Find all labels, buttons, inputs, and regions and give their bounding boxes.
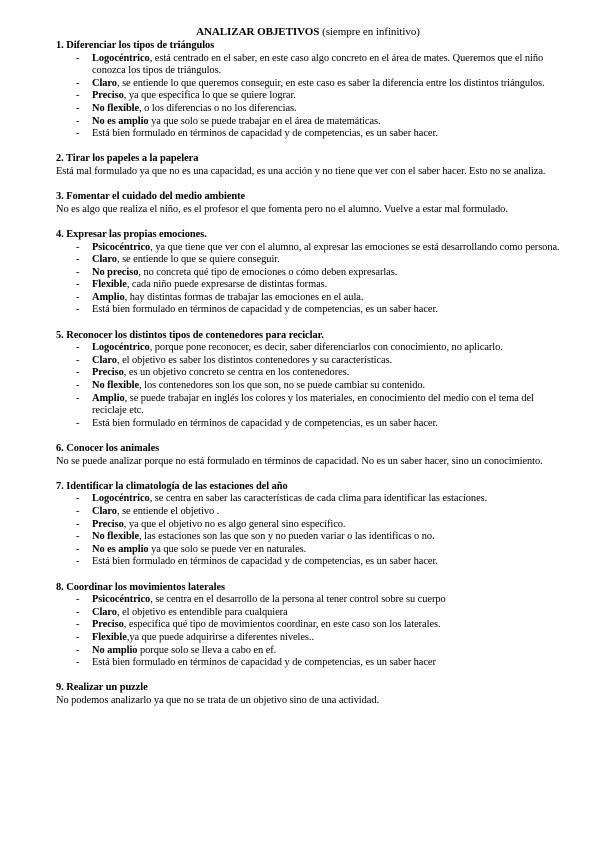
item-text: , ya que el objetivo no es algo general sino específico.	[123, 518, 346, 530]
title-main: ANALIZAR OBJETIVOS	[196, 26, 320, 38]
item-text: Está bien formulado en términos de capacidad y de competencias, es un saber hacer.	[92, 417, 438, 429]
list-item	[56, 116, 560, 129]
item-text: ,ya que puede adquirirse a diferentes niveles..	[126, 631, 315, 643]
bullet-dash: -	[76, 493, 80, 505]
item-keyword: Claro	[92, 254, 117, 266]
item-text: , ya que especifica lo que se quiere lograr.	[123, 90, 296, 102]
section-9	[56, 682, 560, 707]
item-text: , ya que tiene que ver con el alumno, al expresar las emociones se está desarrollando como persona.	[150, 241, 560, 253]
item-keyword: Logocéntrico	[92, 342, 150, 354]
item-text: , porque pone reconocer, es decir, saber diferenciarlos con conocimiento, no aplicarlo.	[149, 342, 503, 354]
item-text: , se centra en saber las características de cada clima para identificar las estaciones.	[149, 493, 488, 505]
list-item	[56, 355, 560, 368]
list-item	[56, 254, 560, 267]
bullet-dash: -	[76, 77, 80, 89]
item-text: , está centrado en el saber, en este caso algo concreto en el área de mates. Queremos que el niño conozca los tipos de triángulos.	[92, 52, 544, 77]
bullet-dash: -	[76, 102, 80, 114]
list-item	[56, 418, 560, 431]
section-8	[56, 582, 560, 670]
item-keyword: Claro	[92, 505, 117, 517]
bullet-dash: -	[76, 606, 80, 618]
item-text: , el objetivo es entendible para cualquiera	[116, 606, 288, 618]
bullet-dash: -	[76, 342, 80, 354]
bullet-dash: -	[76, 241, 80, 253]
section-paragraph: Está mal formulado ya que no es una capacidad, es una acción y no tiene que ver con el saber hacer. Esto no se analiza.	[56, 165, 546, 177]
item-text: Está bien formulado en términos de capacidad y de competencias, es un saber hacer.	[92, 556, 438, 568]
item-keyword: No preciso	[92, 266, 139, 278]
item-text: , se entiende lo que queremos conseguir, en este caso es saber la diferencia entre los distintos triángulos.	[116, 77, 545, 89]
item-keyword: No es amplio	[92, 115, 149, 127]
list-item	[56, 128, 560, 141]
section-heading: 6. Conocer los animales	[56, 443, 160, 454]
item-text: Está bien formulado en términos de capacidad y de competencias, es un saber hacer	[92, 657, 436, 669]
section-5	[56, 330, 560, 431]
bullet-dash: -	[76, 254, 80, 266]
document-title	[56, 26, 560, 39]
item-text: ya que solo se puede trabajar en el área de matemáticas.	[148, 115, 381, 127]
bullet-dash: -	[76, 90, 80, 102]
item-text: , cada niño puede expresarse de distintas formas.	[126, 279, 328, 291]
section-7	[56, 481, 560, 569]
section-heading: 1. Diferenciar los tipos de triángulos	[56, 40, 215, 51]
item-keyword: Logocéntrico	[92, 52, 150, 64]
bullet-dash: -	[76, 367, 80, 379]
item-keyword: Claro	[92, 354, 117, 366]
item-keyword: No flexible	[92, 102, 140, 114]
bullet-list	[56, 242, 560, 318]
item-text: Está bien formulado en términos de capacidad y de competencias, es un saber hacer.	[92, 304, 438, 316]
section-heading: 5. Reconocer los distintos tipos de contenedores para reciclar.	[56, 329, 324, 341]
item-keyword: Preciso	[92, 619, 124, 631]
item-keyword: Flexible	[92, 631, 127, 643]
list-item	[56, 544, 560, 557]
section-paragraph: No se puede analizar porque no está formulado en términos de capacidad. No es un saber hacer, sino un conocimiento.	[56, 455, 543, 467]
item-keyword: Flexible	[92, 279, 127, 291]
list-item	[56, 342, 560, 355]
item-keyword: No amplio	[92, 644, 138, 656]
section-paragraph: No podemos analizarlo ya que no se trata de un objetivo sino de una actividad.	[56, 694, 380, 706]
item-text: , o los diferencias o no los diferencias.	[139, 102, 297, 114]
section-heading: 7. Identificar la climatología de las estaciones del año	[56, 480, 288, 492]
item-text: , se entiende lo que se quiere conseguir.	[116, 254, 280, 266]
bullet-dash: -	[76, 531, 80, 543]
item-keyword: Preciso	[92, 90, 124, 102]
item-text: , las estaciones son las que son y no pueden variar o las identificas o no.	[139, 531, 435, 543]
item-text: , no concreta qué tipo de emociones o cómo deben expresarlas.	[138, 266, 398, 278]
item-keyword: No flexible	[92, 531, 140, 543]
list-item	[56, 78, 560, 91]
bullet-dash: -	[76, 291, 80, 303]
item-text: , es un objetivo concreto se centra en los contenedores.	[123, 367, 350, 379]
item-text: , especifica qué tipo de movimientos coordinar, en este caso son los laterales.	[123, 619, 441, 631]
list-item	[56, 531, 560, 544]
bullet-dash: -	[76, 279, 80, 291]
list-item	[56, 279, 560, 292]
list-item	[56, 657, 560, 670]
list-item	[56, 380, 560, 393]
list-item	[56, 594, 560, 607]
item-text: Está bien formulado en términos de capacidad y de competencias, es un saber hacer.	[92, 128, 438, 140]
item-text: , los contenedores son los que son, no se puede cambiar su contenido.	[139, 380, 426, 392]
list-item	[56, 506, 560, 519]
item-keyword: Preciso	[92, 518, 124, 530]
bullet-dash: -	[76, 644, 80, 656]
item-keyword: No es amplio	[92, 543, 149, 555]
bullet-dash: -	[76, 115, 80, 127]
bullet-dash: -	[76, 417, 80, 429]
item-text: , se entiende el objetivo .	[116, 505, 220, 517]
bullet-dash: -	[76, 392, 80, 404]
section-1	[56, 40, 560, 141]
list-item	[56, 519, 560, 532]
bullet-dash: -	[76, 657, 80, 669]
bullet-dash: -	[76, 594, 80, 606]
list-item	[56, 556, 560, 569]
list-item	[56, 493, 560, 506]
item-keyword: No flexible	[92, 380, 140, 392]
item-text: , se centra en el desarrollo de la persona al tener control sobre su cuerpo	[150, 594, 446, 606]
section-heading: 9. Realizar un puzzle	[56, 682, 148, 694]
section-heading: 8. Coordinar los movimientos laterales	[56, 581, 226, 593]
bullet-dash: -	[76, 354, 80, 366]
bullet-dash: -	[76, 556, 80, 568]
item-text: ya que solo se puede ver en naturales.	[148, 543, 307, 555]
bullet-list	[56, 342, 560, 430]
section-paragraph: No es algo que realiza el niño, es el profesor el que fomenta pero no el alumno. Vuelve a estar mal formulado.	[56, 203, 508, 215]
list-item	[56, 607, 560, 620]
item-keyword: Claro	[92, 606, 117, 618]
item-text: , se puede trabajar en inglés los colores y los materiales, en conocimiento del medio con el tema del reciclaje etc.	[92, 392, 534, 417]
list-item	[56, 619, 560, 632]
item-keyword: Psicocéntrico	[92, 594, 151, 606]
list-item	[56, 645, 560, 658]
bullet-list	[56, 594, 560, 670]
item-keyword: Psicocéntrico	[92, 241, 151, 253]
list-item	[56, 304, 560, 317]
list-item	[56, 267, 560, 280]
list-item	[56, 242, 560, 255]
section-6	[56, 443, 560, 468]
list-item	[56, 393, 560, 418]
title-note: (siempre en infinitivo)	[319, 26, 420, 38]
section-heading: 2. Tirar los papeles a la papelera	[56, 153, 199, 165]
bullet-dash: -	[76, 543, 80, 555]
bullet-dash: -	[76, 52, 80, 64]
list-item	[56, 632, 560, 645]
bullet-dash: -	[76, 128, 80, 140]
section-3	[56, 191, 560, 216]
bullet-dash: -	[76, 518, 80, 530]
bullet-dash: -	[76, 631, 80, 643]
item-keyword: Preciso	[92, 367, 124, 379]
item-text: , hay distintas formas de trabajar las emociones en el aula.	[124, 291, 364, 303]
item-keyword: Amplio	[92, 392, 125, 404]
section-heading: 4. Expresar las propias emociones.	[56, 228, 207, 240]
bullet-list	[56, 53, 560, 141]
section-heading: 3. Fomentar el cuidado del medio ambiente	[56, 191, 246, 203]
sections-container	[56, 40, 560, 707]
section-2	[56, 153, 560, 178]
item-text: , el objetivo es saber los distintos contenedores y su características.	[116, 354, 393, 366]
bullet-dash: -	[76, 619, 80, 631]
item-keyword: Logocéntrico	[92, 493, 150, 505]
item-keyword: Claro	[92, 77, 117, 89]
bullet-dash: -	[76, 380, 80, 392]
item-text: porque solo se lleva a cabo en ef.	[137, 644, 277, 656]
item-keyword: Amplio	[92, 291, 125, 303]
list-item	[56, 103, 560, 116]
list-item	[56, 367, 560, 380]
bullet-list	[56, 493, 560, 569]
bullet-dash: -	[76, 304, 80, 316]
section-4	[56, 229, 560, 317]
bullet-dash: -	[76, 505, 80, 517]
list-item	[56, 90, 560, 103]
list-item	[56, 292, 560, 305]
list-item	[56, 53, 560, 78]
bullet-dash: -	[76, 266, 80, 278]
